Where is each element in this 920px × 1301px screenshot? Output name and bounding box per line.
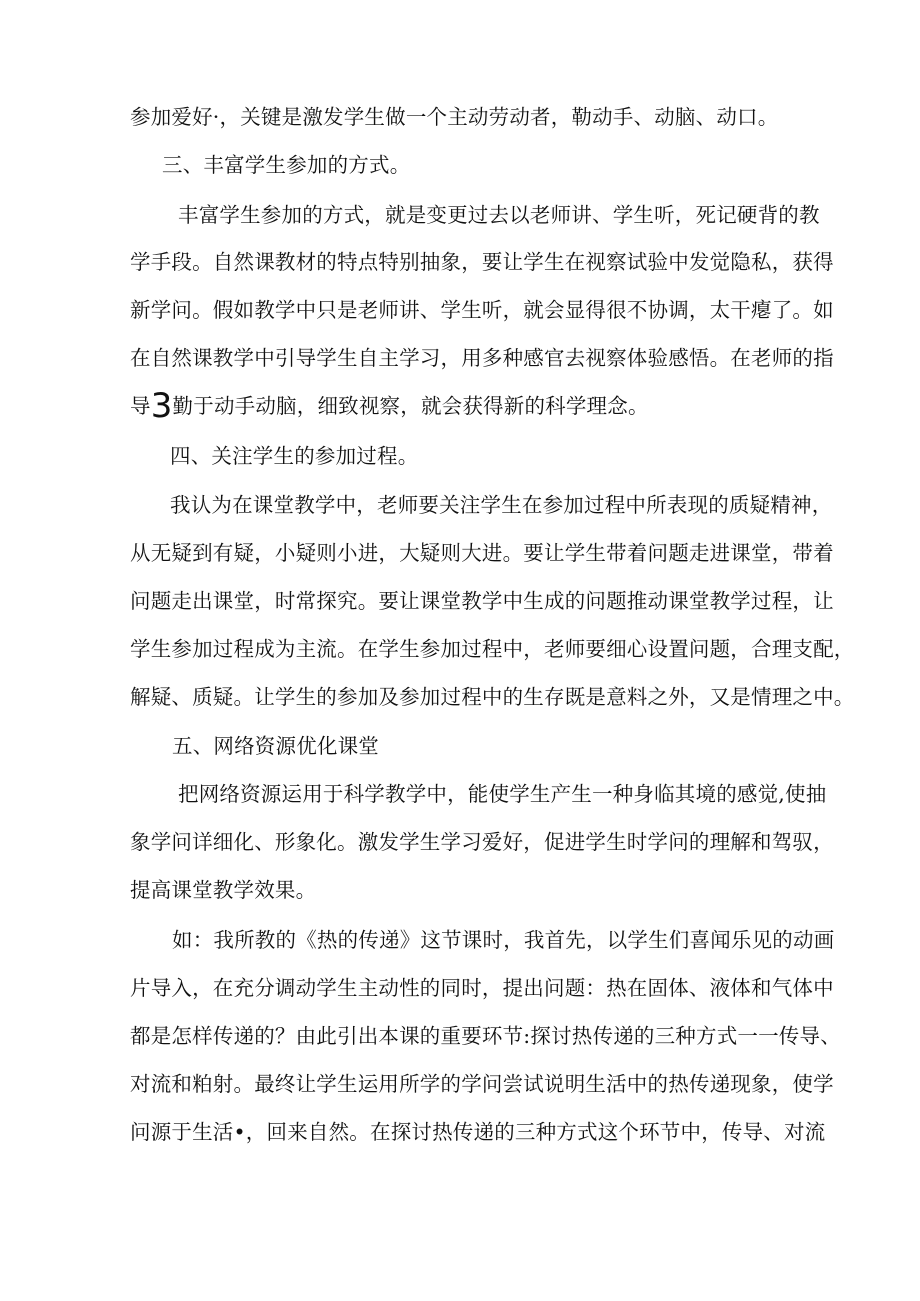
text-line-7-rest: 勤于动手动脑，细致视察，就会获得新的科学理念。 — [172, 394, 649, 418]
text-line-20: 都是怎样传递的？由此引出本课的重要环节:探讨热传递的三种方式一一传导、 — [130, 1024, 841, 1048]
text-line-7 — [130, 386, 810, 426]
large-numeral-3: 3 — [150, 386, 173, 426]
text-line-4: 学手段。自然课教材的特点特别抽象，要让学生在视察试验中发觉隐私，获得 — [130, 250, 834, 274]
text-line-22: 问源于生活•，回来自然。在探讨热传递的三种方式这个环节中，传导、对流 — [130, 1120, 826, 1144]
section-heading-5: 五、网络资源优化课堂 — [172, 734, 379, 758]
text-line-17: 提高课堂教学效果。 — [130, 878, 317, 902]
text-line-1: 参加爱好·，关键是激发学生做一个主动劳动者，勒动手、动脑、动口。 — [130, 105, 779, 129]
text-line-5: 新学问。假如教学中只是老师讲、学生听，就会显得很不协调，太干瘪了。如 — [130, 298, 834, 322]
section-heading-3: 三、丰富学生参加的方式。 — [162, 153, 411, 177]
text-line-6: 在自然课教学中引导学生自主学习，用多种感官去视察体验感悟。在老师的指 — [130, 346, 834, 370]
text-line-9: 我认为在课堂教学中，老师要关注学生在参加过程中所表现的质疑精神， — [170, 493, 833, 517]
text-line-12: 学生参加过程成为主流。在学生参加过程中，老师要细心设置问题，合理支配， — [130, 637, 855, 661]
text-line-11: 问题走出课堂，时常探究。要让课堂教学中生成的问题推动课堂教学过程，让 — [130, 589, 834, 613]
text-line-16: 象学问详细化、形象化。激发学生学习爱好，促进学生时学问的理解和驾驭， — [130, 830, 834, 854]
text-line-15: 把网络资源运用于科学教学中，能使学生产生一种身临其境的感觉,使抽 — [178, 782, 827, 806]
text-line-21: 对流和粕射。最终让学生运用所学的学问尝试说明生活中的热传递现象，使学 — [130, 1072, 834, 1096]
section-heading-4: 四、关注学生的参加过程。 — [170, 444, 419, 468]
text-line-19: 片导入，在充分调动学生主动性的同时，提出问题：热在固体、液体和气体中 — [130, 976, 834, 1000]
text-line-13: 解疑、质疑。让学生的参加及参加过程中的生存既是意料之外，又是情理之中。 — [130, 685, 855, 709]
text-line-7-prefix: 导 — [130, 394, 151, 418]
text-line-3: 丰富学生参加的方式，就是变更过去以老师讲、学生听，死记硬背的教 — [178, 203, 820, 227]
text-line-10: 从无疑到有疑，小疑则小进，大疑则大进。要让学生带着问题走进课堂，带着 — [130, 541, 834, 565]
text-line-18: 如：我所教的《热的传递》这节课时，我首先，以学生们喜闻乐见的动画 — [172, 928, 835, 952]
